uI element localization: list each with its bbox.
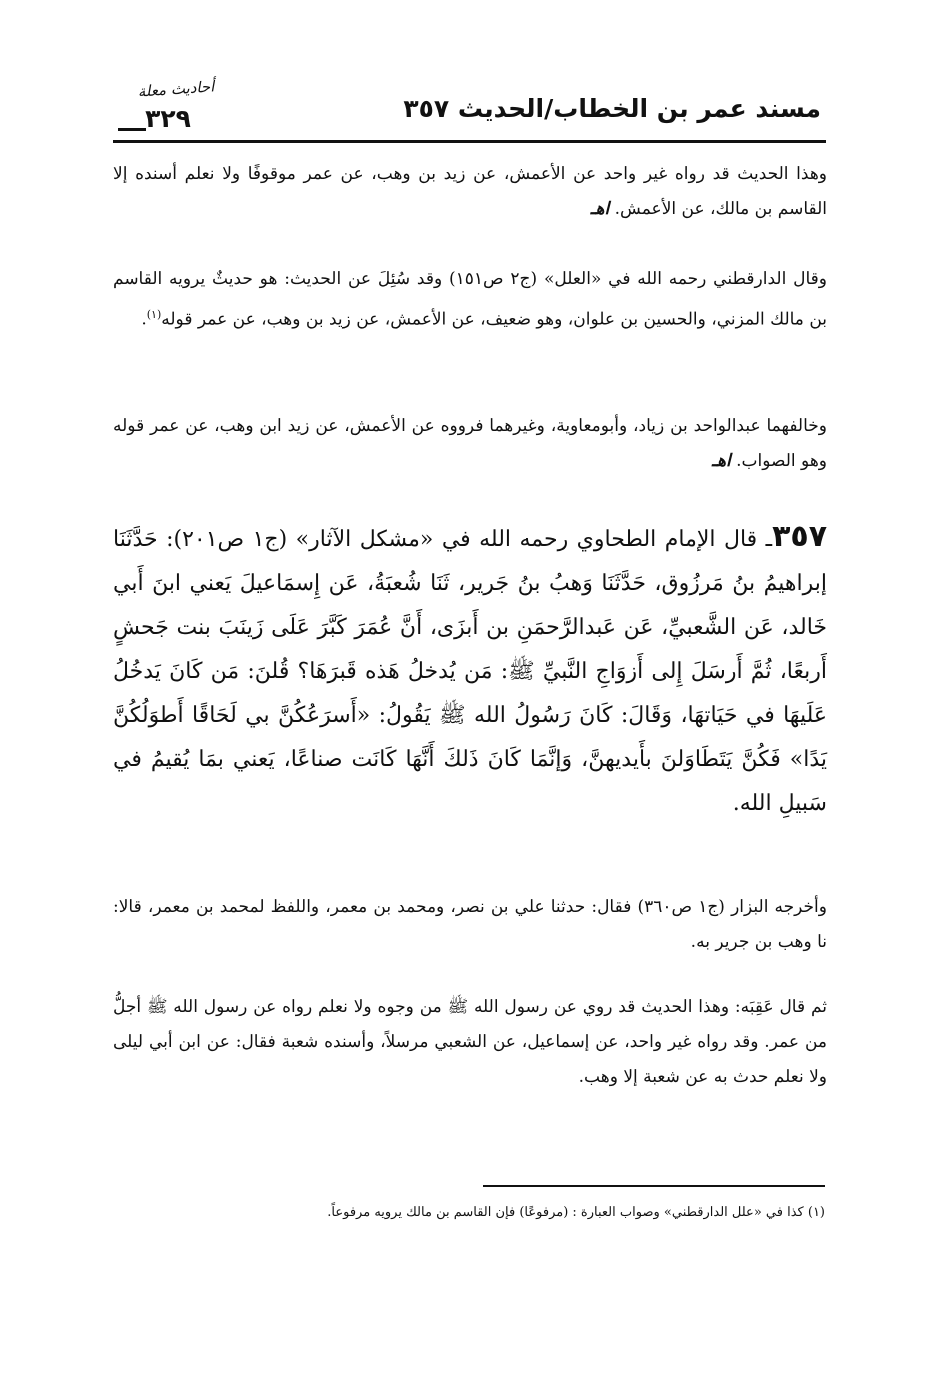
paragraph-bazzar-note bbox=[113, 990, 827, 1095]
footnote-reference: (١) bbox=[146, 308, 162, 321]
paragraph-text: وهذا الحديث قد رواه غير واحد عن الأعمش، عن زيد بن وهب، عن عمر موقوفًا ولا نعلم أسنده إلا القاسم بن مالك، عن الأعمش. bbox=[113, 164, 827, 219]
paragraph-bazzar-comment bbox=[113, 157, 827, 227]
paragraph-text: وقال الدارقطني رحمه الله في «العلل» (ج٢ ص١٥١) وقد سُئِلَ عن الحديث: هو حديثٌ يرويه القاسم بن مالك المزني، والحسين بن علوان، وهو ضعيف، عن الأعمش، عن زيد بن وهب، عن عمر قوله bbox=[113, 269, 827, 330]
footnote-text: كذا في «علل الدارقطني» وصواب العبارة : (مرفوعًا) فإن القاسم بن مالك يرويه مرفوعاً. bbox=[327, 1205, 804, 1220]
end-mark: اهـ bbox=[590, 199, 610, 219]
paragraph-text: ثم قال عَقِبَه: وهذا الحديث قد روي عن رسول الله ﷺ من وجوه ولا نعلم رواه عن رسول الله ﷺ أجلُّ من عمر. وقد رواه غير واحد، عن إسماعيل، عن الشعبي مرسلاً، وأسنده شعبة فقال: عن ابن أبي ليلى ولا نعلم حدث به عن شعبة إلا وهب. bbox=[113, 997, 827, 1087]
paragraph-tail: . bbox=[141, 309, 147, 330]
paragraph-bazzar-source bbox=[113, 890, 827, 960]
end-mark: اهـ bbox=[712, 451, 731, 471]
handwritten-annotation: أحاديث معلة bbox=[137, 77, 215, 101]
paragraph-daraqutni bbox=[113, 262, 827, 338]
page-number-underline bbox=[118, 128, 146, 131]
paragraph-text: وأخرجه البزار (ج١ ص٣٦٠) فقال: حدثنا علي بن نصر، ومحمد بن معمر، واللفظ لمحمد بن معمر، قالا: نا وهب بن جرير به. bbox=[113, 897, 827, 952]
footnote-marker: (١) bbox=[807, 1205, 825, 1220]
paragraph-text: وخالفهما عبدالواحد بن زياد، وأبومعاوية، وغيرهما فرووه عن الأعمش، عن زيد ابن وهب، عن عمر قوله وهو الصواب. bbox=[113, 416, 827, 471]
hadith-entry bbox=[113, 515, 827, 826]
hadith-text: ـ قال الإمام الطحاوي رحمه الله في «مشكل الآثار» (ج١ ص٢٠١): حَدَّثَنَا إبراهيمُ بنُ مَرزُوق، حَدَّثَنَا وَهبُ بنُ جَرير، ثَنَا شُعبَةُ، عَن إِسمَاعيلَ يَعني ابنَ أَبي خَالد، عَن الشَّعبيِّ، عَن عَبدالرَّحمَنِ بن أَبزَى، أَنَّ عُمَرَ كَبَّرَ عَلَى زَينَبَ بنت جَحشٍ أَربعًا، ثُمَّ أَرسَلَ إِلى أَزوَاجِ النَّبيِّ ﷺ: مَن يُدخلُ هَذه قَبرَهَا؟ قُلنَ: مَن كَانَ يَدخُلُ عَلَيهَا في حَيَاتهَا، وَقَالَ: كَانَ رَسُولُ الله ﷺ يَقُولُ: «أَسرَعُكُنَّ بي لَحَاقًا أَطوَلُكُنَّ يَدًا» فَكُنَّ يَتَطَاوَلنَ بأَيديهنَّ، وَإنَّمَا كَانَ ذَلكَ أَنَّهَا كَانَت صناعًا، يَعني بمَا يُقيمُ في سَبيلِ الله. bbox=[113, 527, 827, 816]
paragraph-correction bbox=[113, 409, 827, 479]
page-number: ٣٢٩ bbox=[145, 104, 191, 133]
hadith-number: ٣٥٧ bbox=[772, 519, 828, 554]
header-rule bbox=[113, 140, 826, 143]
footnote-separator bbox=[483, 1185, 825, 1187]
running-header-title: مسند عمر بن الخطاب/الحديث ٣٥٧ bbox=[403, 94, 821, 123]
footnote bbox=[125, 1200, 825, 1226]
